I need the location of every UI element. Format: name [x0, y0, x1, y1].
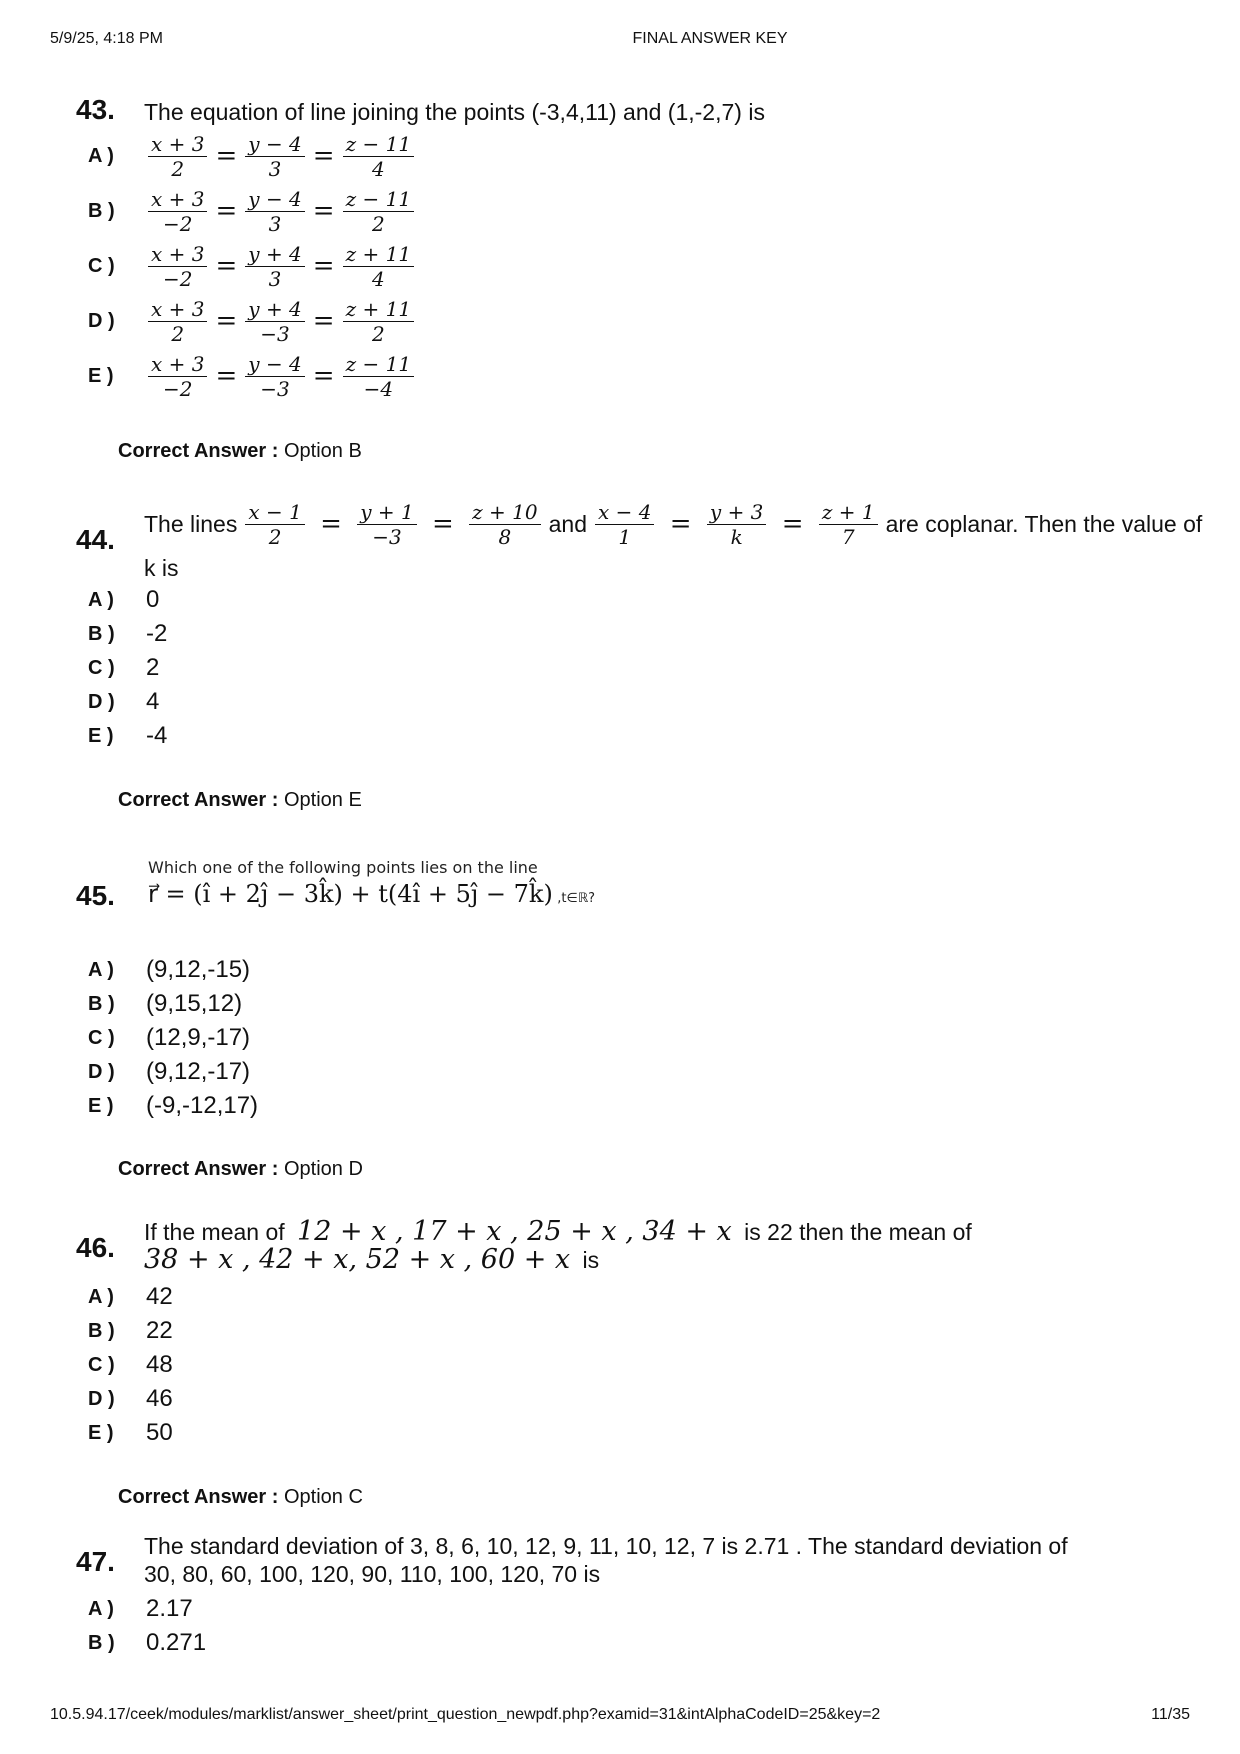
correct-answer [118, 1158, 363, 1181]
line-2-equation: $\frac{x - 4}{1}$ = $\frac{y + 3}{k}$ = $\frac{z + 1}{7}$ [593, 500, 880, 549]
option-value: 50 [146, 1419, 173, 1446]
option-value: 0.271 [146, 1629, 207, 1656]
option-c [88, 1021, 1088, 1055]
option-value: 4 [146, 688, 160, 715]
option-label: C ) [88, 255, 115, 277]
question-text-line-2: k is [144, 555, 179, 581]
option-label: E ) [88, 1422, 114, 1444]
option-d [88, 1382, 1088, 1416]
option-a [88, 1592, 1088, 1626]
correct-answer-value: Option B [283, 440, 362, 462]
option-b [88, 1314, 1088, 1348]
option-label: A ) [88, 1598, 114, 1620]
correct-answer [118, 1486, 363, 1509]
option-label: E ) [88, 365, 114, 387]
question-number: 43. [76, 94, 115, 125]
question-text: Which one of the following points lies on the line [148, 858, 538, 877]
option-label: A ) [88, 145, 114, 167]
option-label: E ) [88, 1095, 114, 1117]
question-number: 45. [76, 880, 115, 911]
footer-url: 10.5.94.17/ceek/modules/marklist/answer_sheet/print_question_newpdf.php?examid=31&intAlphaCodeID=25&key=2 [50, 1706, 881, 1723]
option-label: A ) [88, 959, 114, 981]
option-label: C ) [88, 1027, 115, 1049]
line-vector-equation: r⃗ = (î + 2ĵ − 3k̂) + t(4î + 5ĵ − 7k̂) ,t∈ℝ? [148, 880, 596, 908]
option-equation: $\frac{x + 3}{-2}$ = $\frac{y - 4}{-3}$ = $\frac{z - 11}{-4}$ [146, 348, 416, 404]
option-c [88, 238, 1088, 294]
option-label: C ) [88, 1354, 115, 1376]
option-d [88, 1055, 1088, 1089]
option-label: D ) [88, 1388, 115, 1410]
option-equation: $\frac{x + 3}{-2}$ = $\frac{y + 4}{3}$ = $\frac{z + 11}{4}$ [146, 238, 416, 294]
question-number: 47. [76, 1546, 115, 1577]
option-value: -4 [146, 722, 168, 749]
option-label: D ) [88, 1061, 115, 1083]
option-value: -2 [146, 620, 168, 647]
option-a [88, 1280, 1088, 1314]
option-value: 42 [146, 1283, 173, 1310]
option-equation: $\frac{x + 3}{-2}$ = $\frac{y - 4}{3}$ = $\frac{z - 11}{2}$ [146, 183, 416, 239]
option-a [88, 953, 1088, 987]
option-value: 22 [146, 1317, 173, 1344]
correct-answer [118, 789, 362, 812]
option-c [88, 651, 1088, 685]
option-d [88, 685, 1088, 719]
question-text-line-2: 38 + x , 42 + x, 52 + x , 60 + x is [144, 1244, 600, 1275]
option-label: C ) [88, 657, 115, 679]
option-label: A ) [88, 589, 114, 611]
correct-answer-value: Option D [283, 1158, 363, 1180]
option-e [88, 719, 1088, 753]
option-e [88, 1416, 1088, 1450]
question-text: If the mean of 12 + x , 17 + x , 25 + x , 34 + x is 22 then the mean of [144, 1216, 972, 1247]
option-label: E ) [88, 725, 114, 747]
page-title: FINAL ANSWER KEY [632, 30, 788, 47]
option-e [88, 1089, 1088, 1123]
option-value: 0 [146, 586, 160, 613]
option-value: 2.17 [146, 1595, 193, 1622]
option-label: B ) [88, 1632, 115, 1654]
option-equation: $\frac{x + 3}{2}$ = $\frac{y - 4}{3}$ = $\frac{z - 11}{4}$ [146, 128, 416, 184]
option-label: B ) [88, 1320, 115, 1342]
option-b [88, 1626, 1088, 1660]
page-number: 11/35 [1151, 1706, 1190, 1723]
correct-answer-value: Option C [283, 1486, 363, 1508]
option-d [88, 293, 1088, 349]
option-c [88, 1348, 1088, 1382]
option-label: B ) [88, 623, 115, 645]
option-value: (12,9,-17) [146, 1024, 251, 1051]
correct-answer-label: Correct Answer : [118, 440, 279, 462]
option-e [88, 348, 1088, 404]
option-label: D ) [88, 310, 115, 332]
option-a [88, 128, 1088, 184]
option-value: (9,12,-15) [146, 956, 251, 983]
option-b [88, 987, 1088, 1021]
correct-answer-value: Option E [283, 789, 362, 811]
option-b [88, 183, 1088, 239]
print-datetime: 5/9/25, 4:18 PM [50, 30, 163, 47]
correct-answer-label: Correct Answer : [118, 1158, 279, 1180]
option-value: (-9,-12,17) [146, 1092, 259, 1119]
option-value: 46 [146, 1385, 173, 1412]
option-label: B ) [88, 200, 115, 222]
option-label: B ) [88, 993, 115, 1015]
option-b [88, 617, 1088, 651]
option-label: A ) [88, 1286, 114, 1308]
correct-answer-label: Correct Answer : [118, 789, 279, 811]
option-label: D ) [88, 691, 115, 713]
question-text: The equation of line joining the points (-3,4,11) and (1,-2,7) is [144, 99, 765, 125]
question-text: The lines $\frac{x - 1}{2}$ = $\frac{y + 1}{-3}$ = $\frac{z + 10}{8}$ and $\frac{x - 4}{1}$ = $\frac{y + 3}{k}$ = $\frac{z + 1}{7}$ are coplanar. Then the value of [144, 499, 1203, 549]
question-text-line-2: 30, 80, 60, 100, 120, 90, 110, 100, 120, 70 is [144, 1561, 601, 1587]
option-value: (9,12,-17) [146, 1058, 251, 1085]
line-1-equation: $\frac{x - 1}{2}$ = $\frac{y + 1}{-3}$ = $\frac{z + 10}{8}$ [243, 500, 542, 549]
option-equation: $\frac{x + 3}{2}$ = $\frac{y + 4}{-3}$ = $\frac{z + 11}{2}$ [146, 293, 416, 349]
question-number: 46. [76, 1232, 115, 1263]
option-value: 48 [146, 1351, 173, 1378]
option-value: 2 [146, 654, 160, 681]
correct-answer-label: Correct Answer : [118, 1486, 279, 1508]
option-value: (9,15,12) [146, 990, 243, 1017]
question-number: 44. [76, 524, 115, 555]
option-a [88, 583, 1088, 617]
question-text: The standard deviation of 3, 8, 6, 10, 12, 9, 11, 10, 12, 7 is 2.71 . The standard deviation of [144, 1533, 1068, 1559]
correct-answer [118, 440, 362, 463]
